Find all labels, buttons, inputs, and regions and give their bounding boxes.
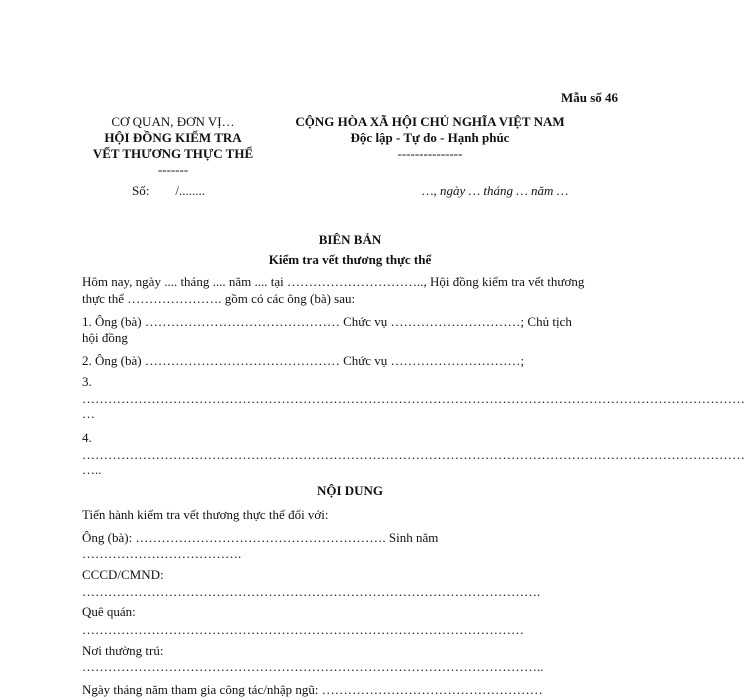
document-subtitle: Kiểm tra vết thương thực thể	[268, 252, 432, 267]
residence-dots: ……………………………………………………………………………………………..	[82, 659, 544, 674]
section-title: NỘI DUNG	[316, 483, 384, 498]
document-date: …, ngày … tháng … năm …	[422, 183, 569, 198]
cccd-dots: …………………………………………………………………………………………….	[82, 584, 541, 599]
country-name: CỘNG HÒA XÃ HỘI CHỦ NGHĨA VIỆT NAM	[295, 114, 565, 129]
left-divider: -------	[157, 162, 189, 177]
member-4-dots: ………………………………………………………………………………………………………………………………………	[82, 447, 745, 462]
inspect-line: Tiến hành kiểm tra vết thương thực thể đối với:	[82, 507, 329, 522]
right-divider: ---------------	[397, 146, 463, 161]
intro-line-1: Hôm nay, ngày .... tháng .... năm .... tại ………………………….., Hội đồng kiểm tra vết thương	[82, 274, 585, 289]
member-3-dots: ………………………………………………………………………………………………………………………………………	[82, 391, 745, 406]
enlist-line: Ngày tháng năm tham gia công tác/nhập ngũ: ……………………………………………	[82, 682, 543, 697]
member-3-tail: …	[82, 406, 95, 421]
council-name-line1: HỘI ĐỒNG KIỂM TRA	[104, 130, 242, 145]
residence-label: Nơi thường trú:	[82, 643, 164, 658]
member-1-line-2: hội đồng	[82, 330, 128, 345]
cccd-label: CCCD/CMND:	[82, 567, 164, 582]
member-4-tail: …..	[82, 462, 102, 477]
form-code: Mẫu số 46	[560, 90, 618, 105]
national-motto: Độc lập - Tự do - Hạnh phúc	[350, 130, 510, 145]
birth-year-dots: ……………………………….	[82, 546, 242, 561]
member-1-line-1: 1. Ông (bà) ……………………………………… Chức vụ …………………………; Chủ tịch	[82, 314, 572, 329]
document-title: BIÊN BẢN	[318, 232, 382, 247]
member-2: 2. Ông (bà) ……………………………………… Chức vụ …………………………;	[82, 353, 525, 368]
hometown-dots: …………………………………………………………………………………………	[82, 622, 524, 637]
intro-line-2: thực thể …………………. gồm có các ông (bà) sau:	[82, 291, 356, 306]
member-3-label: 3.	[82, 374, 92, 389]
person-name-line: Ông (bà): …………………………………………………. Sinh năm	[82, 530, 439, 545]
council-name-line2: VẾT THƯƠNG THỰC THỂ	[92, 146, 254, 161]
agency-name: CƠ QUAN, ĐƠN VỊ…	[111, 114, 235, 129]
document-number: Số: /........	[132, 183, 205, 198]
member-4-label: 4.	[82, 430, 92, 445]
hometown-label: Quê quán:	[82, 604, 136, 619]
